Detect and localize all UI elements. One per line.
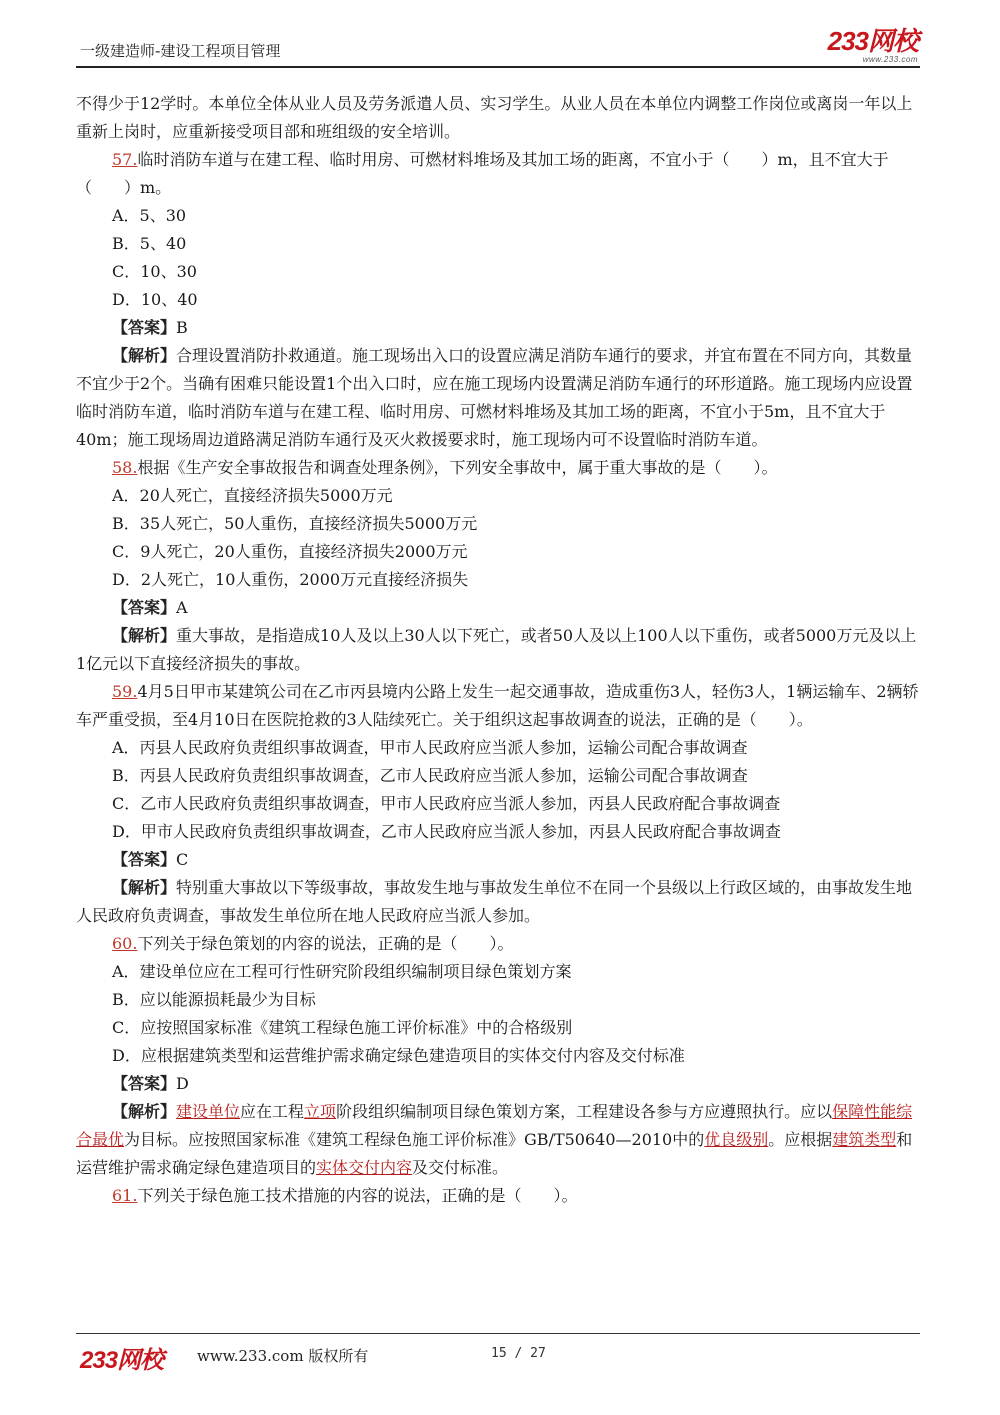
question-stem xyxy=(76,678,925,734)
option: A．20人死亡，直接经济损失5000万元 xyxy=(112,486,393,505)
question-stem xyxy=(76,146,925,202)
question-text: 根据《生产安全事故报告和调查处理条例》，下列安全事故中，属于重大事故的是（ ）。 xyxy=(137,458,778,477)
answer-label: 【答案】 xyxy=(112,1074,177,1093)
question-text: 临时消防车道与在建工程、临时用房、可燃材料堆场及其加工场的距离，不宜小于（ ）m，且不宜大于（ ）m。 xyxy=(76,150,889,197)
option: B．应以能源损耗最少为目标 xyxy=(112,990,316,1009)
question-stem xyxy=(76,930,925,958)
highlight-text: 建设单位 xyxy=(176,1102,241,1121)
option: C．9人死亡，20人重伤，直接经济损失2000万元 xyxy=(112,542,468,561)
question-number: 59. xyxy=(112,682,138,701)
answer-label: 【答案】 xyxy=(112,598,177,617)
question-number: 58. xyxy=(112,458,138,477)
question-text: 下列关于绿色策划的内容的说法，正确的是（ ）。 xyxy=(137,934,514,953)
option: B．5、40 xyxy=(112,234,187,253)
highlight-text: 优良级别 xyxy=(704,1130,769,1149)
answer xyxy=(76,314,925,342)
intro-paragraph: 不得少于12学时。本单位全体从业人员及劳务派遣人员、实习学生。从业人员在本单位内调整工作岗位或离岗一年以上重新上岗时，应重新接受项目部和班组级的安全培训。 xyxy=(76,94,913,141)
answer xyxy=(76,846,925,874)
footer-logo: 233网校 xyxy=(80,1347,164,1374)
analysis xyxy=(76,342,925,454)
option: A．丙县人民政府负责组织事故调查，甲市人民政府应当派人参加，运输公司配合事故调查 xyxy=(112,738,748,757)
document-body xyxy=(76,90,925,1210)
option: D．2人死亡，10人重伤，2000万元直接经济损失 xyxy=(112,570,469,589)
question-text: 4月5日甲市某建筑公司在乙市丙县境内公路上发生一起交通事故，造成重伤3人，轻伤3人，1辆运输车、2辆轿车严重受损，至4月10日在医院抢救的3人陆续死亡。关于组织这起事故调查的说法，正确的是（ ）。 xyxy=(76,682,919,729)
analysis xyxy=(76,874,925,930)
option: A．建设单位应在工程可行性研究阶段组织编制项目绿色策划方案 xyxy=(112,962,572,981)
answer-label: 【答案】 xyxy=(112,850,177,869)
analysis-text: 为目标。应按照国家标准《建筑工程绿色施工评价标准》GB/T50640—2010中的 xyxy=(124,1130,705,1149)
header-title: 一级建造师-建设工程项目管理 xyxy=(80,42,281,60)
answer-value: B xyxy=(176,318,188,337)
analysis xyxy=(76,622,925,678)
highlight-text: 立项 xyxy=(304,1102,337,1121)
analysis-text: 及交付标准。 xyxy=(412,1158,509,1177)
option: A．5、30 xyxy=(112,206,187,225)
option: D．10、40 xyxy=(112,290,198,309)
page-number: 15 / 27 xyxy=(491,1346,546,1361)
analysis-label: 【解析】 xyxy=(112,346,177,365)
option: C．10、30 xyxy=(112,262,197,281)
question-stem xyxy=(76,454,925,482)
analysis-text: 合理设置消防扑救通道。施工现场出入口的设置应满足消防车通行的要求，并宜布置在不同方向，其数量不宜少于2个。当确有困难只能设置1个出入口时，应在施工现场内设置满足消防车通行的环形道路。施工现场内应设置临时消防车道，临时消防车道与在建工程、临时用房、可燃材料堆场及其加工场的距离，不宜小于5m，且不宜大于40m；施工现场周边道路满足消防车通行及灭火救援要求时，施工现场内可不设置临时消防车道。 xyxy=(76,346,913,449)
footer-divider xyxy=(76,1333,920,1334)
footer-copyright: www.233.com 版权所有 xyxy=(197,1347,369,1365)
question-number: 57. xyxy=(112,150,138,169)
brand-logo-url: www.233.com xyxy=(862,55,918,64)
analysis-label: 【解析】 xyxy=(112,626,177,645)
answer-value: A xyxy=(176,598,188,617)
option: D．甲市人民政府负责组织事故调查，乙市人民政府应当派人参加，丙县人民政府配合事故调查 xyxy=(112,822,781,841)
question-number: 61. xyxy=(112,1186,138,1205)
analysis-text: 和运营维护需求确定绿色建造项目的 xyxy=(76,1130,913,1177)
answer xyxy=(76,1070,925,1098)
answer-label: 【答案】 xyxy=(112,318,177,337)
answer-value: D xyxy=(176,1074,189,1093)
highlight-text: 保障性能综合最优 xyxy=(76,1102,913,1149)
option: C．应按照国家标准《建筑工程绿色施工评价标准》中的合格级别 xyxy=(112,1018,573,1037)
option: C．乙市人民政府负责组织事故调查，甲市人民政府应当派人参加，丙县人民政府配合事故调查 xyxy=(112,794,781,813)
answer-value: C xyxy=(176,850,189,869)
question-stem xyxy=(76,1182,925,1210)
analysis-text: 应在工程 xyxy=(240,1102,305,1121)
answer xyxy=(76,594,925,622)
analysis-label: 【解析】 xyxy=(112,878,177,897)
analysis-text: 特别重大事故以下等级事故，事故发生地与事故发生单位不在同一个县级以上行政区域的，由事故发生地人民政府负责调查，事故发生单位所在地人民政府应当派人参加。 xyxy=(76,878,913,925)
highlight-text: 实体交付内容 xyxy=(316,1158,413,1177)
analysis-label: 【解析】 xyxy=(112,1102,177,1121)
analysis-text: 重大事故，是指造成10人及以上30人以下死亡，或者50人及以上100人以下重伤，或者5000万元及以上1亿元以下直接经济损失的事故。 xyxy=(76,626,917,673)
option: B．35人死亡，50人重伤，直接经济损失5000万元 xyxy=(112,514,478,533)
highlight-text: 建筑类型 xyxy=(832,1130,897,1149)
analysis-text: 阶段组织编制项目绿色策划方案，工程建设各参与方应遵照执行。应以 xyxy=(336,1102,833,1121)
brand-logo xyxy=(828,28,918,65)
brand-logo-text: 233网校 xyxy=(827,26,918,56)
option: B．丙县人民政府负责组织事故调查，乙市人民政府应当派人参加，运输公司配合事故调查 xyxy=(112,766,748,785)
question-number: 60. xyxy=(112,934,138,953)
analysis-text: 。应根据 xyxy=(768,1130,833,1149)
question-text: 下列关于绿色施工技术措施的内容的说法，正确的是（ ）。 xyxy=(137,1186,578,1205)
header-divider xyxy=(76,66,920,68)
analysis xyxy=(76,1098,925,1182)
option: D．应根据建筑类型和运营维护需求确定绿色建造项目的实体交付内容及交付标准 xyxy=(112,1046,685,1065)
